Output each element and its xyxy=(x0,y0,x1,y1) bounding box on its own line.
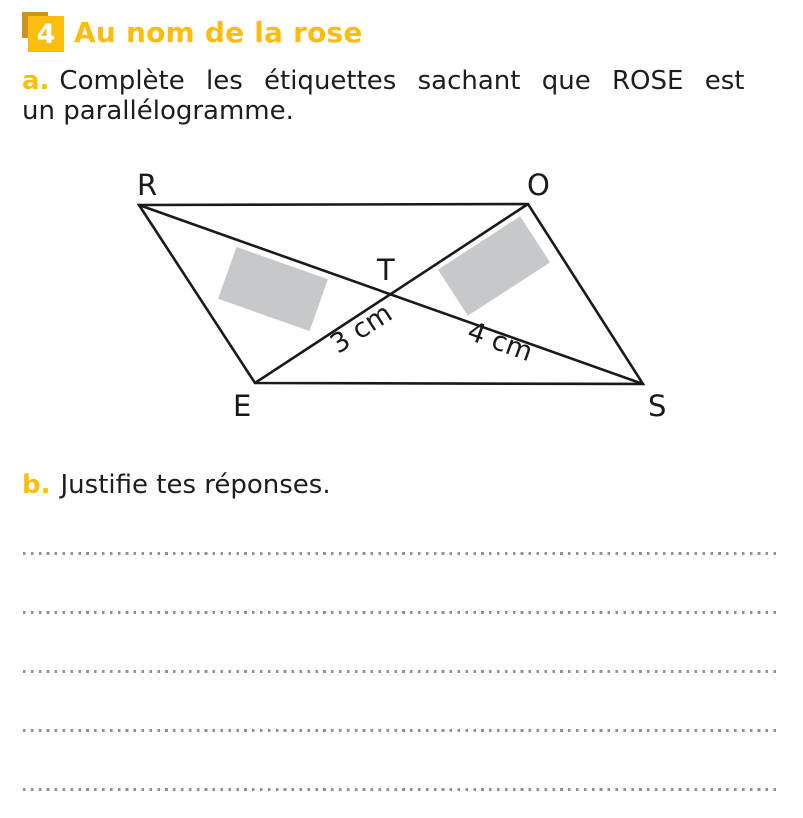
blank-label-RT[interactable] xyxy=(218,247,328,331)
question-b-label: b. xyxy=(22,470,51,500)
measure-label-TS: 4 cm xyxy=(463,316,537,369)
answer-line-5[interactable] xyxy=(23,788,780,791)
intersection-label-T: T xyxy=(377,253,395,287)
vertex-label-E: E xyxy=(233,389,252,423)
exercise-number-badge xyxy=(22,12,64,52)
answer-area xyxy=(23,552,780,818)
vertex-label-S: S xyxy=(648,389,667,423)
measure-label-ET: 3 cm xyxy=(324,297,398,361)
question-a xyxy=(22,66,788,126)
vertex-label-O: O xyxy=(527,168,550,202)
answer-line-3[interactable] xyxy=(23,670,780,673)
exercise-number: 4 xyxy=(36,18,56,50)
badge-square xyxy=(28,16,64,52)
exercise-title: Au nom de la rose xyxy=(74,15,363,49)
answer-line-4[interactable] xyxy=(23,729,780,732)
question-a-text-line2: un parallélogramme. xyxy=(22,96,294,126)
vertex-label-R: R xyxy=(137,168,158,202)
answer-line-1[interactable] xyxy=(23,552,780,555)
answer-line-2[interactable] xyxy=(23,611,780,614)
question-a-text-line1: Complète les étiquettes sachant que ROSE est xyxy=(59,66,745,96)
question-b-text: Justifie tes réponses. xyxy=(60,470,331,500)
question-b xyxy=(22,470,331,500)
question-a-label: a. xyxy=(22,66,50,96)
exercise-header xyxy=(22,12,363,52)
question-a-line1 xyxy=(22,66,788,96)
blank-label-OT[interactable] xyxy=(438,216,550,316)
parallelogram-figure xyxy=(0,158,803,430)
